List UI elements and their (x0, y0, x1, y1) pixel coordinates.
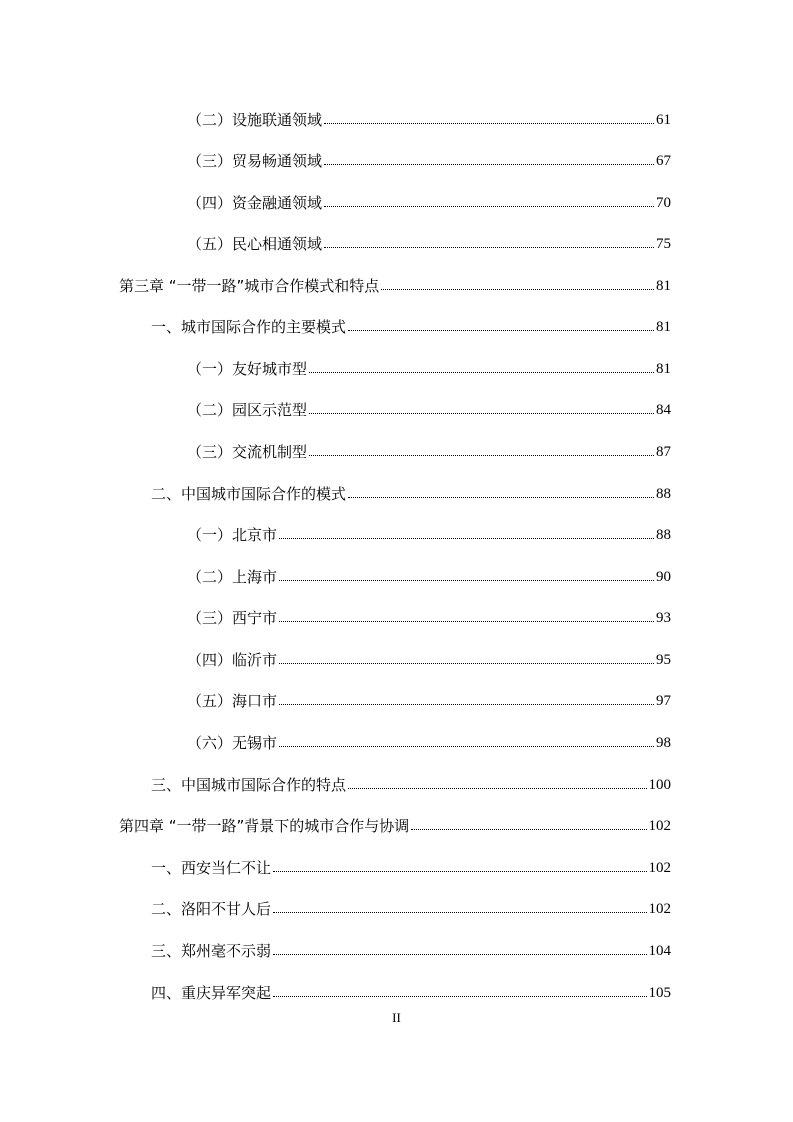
toc-entry[interactable] (187, 440, 671, 462)
toc-dot-leader (381, 289, 654, 290)
toc-entry-title: （三）交流机制型 (187, 443, 308, 461)
toc-entry[interactable] (187, 606, 671, 628)
toc-dot-leader (309, 372, 654, 373)
toc-entry[interactable] (187, 149, 671, 171)
toc-entry-title: 三、郑州毫不示弱 (151, 942, 272, 960)
toc-entry-page: 102 (648, 818, 671, 834)
toc-entry-page: 98 (656, 735, 671, 751)
toc-entry[interactable] (187, 689, 671, 711)
toc-entry-title: 第三章 “一带一路”城市合作模式和特点 (119, 277, 380, 295)
toc-entry[interactable] (187, 357, 671, 379)
toc-dot-leader (348, 497, 654, 498)
toc-entry-page: 81 (656, 278, 671, 294)
toc-entry-page: 70 (656, 195, 671, 211)
toc-section-entry[interactable] (151, 939, 671, 961)
toc-entry-title: 二、中国城市国际合作的模式 (151, 485, 347, 503)
toc-entry-page: 102 (648, 901, 671, 917)
toc-dot-leader (273, 954, 646, 955)
toc-entry[interactable] (187, 108, 671, 130)
toc-section-entry[interactable] (151, 482, 671, 504)
toc-entry-page: 84 (656, 402, 671, 418)
toc-entry[interactable] (187, 232, 671, 254)
toc-entry-title: （一）友好城市型 (187, 360, 308, 378)
toc-entry-title: （四）资金融通领域 (187, 194, 323, 212)
toc-entry-title: （四）临沂市 (187, 651, 278, 669)
toc-entry-page: 102 (648, 860, 671, 876)
toc-entry-page: 81 (656, 319, 671, 335)
toc-entry-title: （五）民心相通领域 (187, 235, 323, 253)
toc-entry-title: 三、中国城市国际合作的特点 (151, 776, 347, 794)
toc-entry[interactable] (187, 398, 671, 420)
toc-dot-leader (279, 621, 654, 622)
toc-entry-title: （六）无锡市 (187, 734, 278, 752)
toc-entry-page: 88 (656, 486, 671, 502)
toc-entry-page: 88 (656, 527, 671, 543)
toc-section-entry[interactable] (151, 856, 671, 878)
toc-dot-leader (279, 704, 654, 705)
toc-entry[interactable] (187, 731, 671, 753)
toc-dot-leader (279, 746, 654, 747)
toc-entry-title: 一、西安当仁不让 (151, 859, 272, 877)
toc-entry-title: （二）上海市 (187, 568, 278, 586)
toc-dot-leader (411, 829, 646, 830)
toc-entry-page: 104 (648, 943, 671, 959)
toc-entry[interactable] (187, 191, 671, 213)
toc-entry-page: 100 (648, 777, 671, 793)
toc-entry-page: 87 (656, 444, 671, 460)
toc-dot-leader (279, 663, 654, 664)
toc-dot-leader (324, 123, 654, 124)
toc-dot-leader (324, 164, 654, 165)
toc-entry-title: 一、城市国际合作的主要模式 (151, 318, 347, 336)
toc-section-entry[interactable] (151, 773, 671, 795)
toc-dot-leader (273, 996, 646, 997)
toc-entry-title: 二、洛阳不甘人后 (151, 900, 272, 918)
toc-section-entry[interactable] (151, 897, 671, 919)
toc-dot-leader (309, 413, 654, 414)
toc-dot-leader (279, 580, 654, 581)
toc-entry-page: 75 (656, 236, 671, 252)
toc-dot-leader (279, 538, 654, 539)
toc-entry-page: 93 (656, 610, 671, 626)
toc-entry-page: 97 (656, 693, 671, 709)
page-number: II (392, 1010, 401, 1025)
toc-section-entry[interactable] (151, 315, 671, 337)
toc-section-entry[interactable] (151, 981, 671, 1003)
toc-entry-title: （三）西宁市 (187, 609, 278, 627)
toc-dot-leader (348, 788, 646, 789)
toc-entry-title: （五）海口市 (187, 692, 278, 710)
toc-entry-title: 四、重庆异军突起 (151, 984, 272, 1002)
toc-entry-page: 90 (656, 569, 671, 585)
toc-entry[interactable] (187, 523, 671, 545)
toc-entry-page: 105 (648, 985, 671, 1001)
toc-chapter-entry[interactable] (119, 274, 671, 296)
toc-dot-leader (324, 206, 654, 207)
toc-entry-page: 67 (656, 153, 671, 169)
toc-entry-page: 61 (656, 112, 671, 128)
toc-dot-leader (348, 330, 654, 331)
toc-dot-leader (324, 247, 654, 248)
toc-entry-page: 81 (656, 361, 671, 377)
toc-entry-title: （一）北京市 (187, 526, 278, 544)
toc-chapter-entry[interactable] (119, 814, 671, 836)
toc-entry-page: 95 (656, 652, 671, 668)
toc-entry-title: （二）设施联通领域 (187, 111, 323, 129)
toc-entry[interactable] (187, 565, 671, 587)
toc-dot-leader (273, 871, 646, 872)
toc-entry-title: （三）贸易畅通领域 (187, 152, 323, 170)
toc-entry-title: 第四章 “一带一路”背景下的城市合作与协调 (119, 817, 410, 835)
toc-entry[interactable] (187, 648, 671, 670)
toc-dot-leader (309, 455, 654, 456)
toc-entry-title: （二）园区示范型 (187, 401, 308, 419)
toc-dot-leader (273, 912, 646, 913)
